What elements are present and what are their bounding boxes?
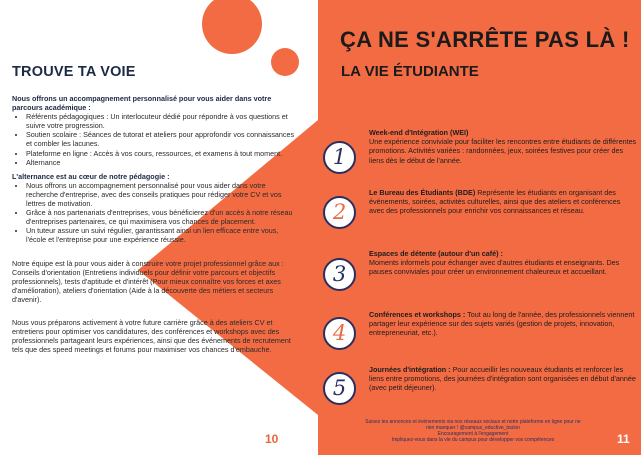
item-title: Week-end d'Intégration (WEI) [369, 128, 469, 137]
item-text: Représente les étudiants en organisant des événements, soirées, activités culturelles, ainsi que des ateliers et conférences avec des professionnels pour enrichir vos connaissances et réseau. [369, 188, 621, 216]
section2-heading: L'alternance est au cœur de notre pédagogie : [12, 171, 170, 181]
list-item: • Grâce à nos partenariats d'entreprises, vous bénéficierez d'un accès à notre réseau d'entreprises partenaires, ce qui maximisera vos chances de placement. [26, 208, 297, 226]
number-badge: 5 [323, 372, 356, 405]
item-title: Le Bureau des Étudiants (BDE) [369, 188, 476, 197]
list-item: • Référents pédagogiques : Un interlocuteur dédié pour répondre à vos questions et suivre votre progression. [26, 112, 297, 130]
right-page-subtitle: LA VIE ÉTUDIANTE [341, 63, 479, 80]
number-badge: 4 [323, 317, 356, 350]
section1-list [12, 112, 297, 167]
section2-list [12, 181, 297, 245]
number-badge: 1 [323, 141, 356, 174]
number-badge: 2 [323, 196, 356, 229]
list-item: • Alternance [26, 158, 297, 167]
decorative-circle-small [271, 48, 299, 76]
left-content [12, 94, 297, 360]
list-item: • Plateforme en ligne : Accès à vos cours, ressources, et examens à tout moment. [26, 149, 297, 158]
right-page-title: ÇA NE S'ARRÊTE PAS LÀ ! [340, 27, 630, 52]
left-page-title: TROUVE TA VOIE [12, 64, 136, 80]
item-text: Moments informels pour échanger avec d'autres étudiants et enseignants. Des pauses conviviales pour créer un environnement chaleureux et accueillant. [369, 258, 620, 277]
list-item: • Nous offrons un accompagnement personnalisé pour vous aider dans votre recherche d'entreprise, avec des conseils pratiques pour rédiger votre CV et vos lettres de motivation. [26, 181, 297, 208]
left-page-number: 10 [265, 432, 279, 446]
item-title: Journées d'intégration : [369, 365, 451, 374]
item-text: Pour accueillir les nouveaux étudiants et renforcer les liens entre promotions, des journées d'intégration sont organisées en début d'année (avec petit déjeuner). [369, 365, 636, 393]
section1-heading: Nous offrons un accompagnement personnalisé pour vous aider dans votre parcours académique : [12, 94, 272, 113]
decorative-circle-large [202, 0, 262, 54]
right-page-number: 11 [617, 432, 630, 446]
list-item: • Un tuteur assure un suivi régulier, garantissant ainsi un lien efficace entre vous, l'école et l'entreprise pour une expérience réussie. [26, 226, 297, 244]
item-text: Tout au long de l'année, des professionnels viennent partager leur expérience sur des sujets variés (gestion de projets, innovation, entrepreneuriat, etc.). [369, 310, 635, 338]
item-text: Une expérience conviviale pour faciliter les rencontres entre étudiants de différentes promotions. Activités variées : randonnées, jeux, soirées festives pour créer des liens dès le début de l'année. [369, 137, 637, 165]
orientation-paragraph: Notre équipe est là pour vous aider à construire votre projet professionnel grâce aux : Conseils d'orientation (Entretiens individuels pour définir votre parcours et objectifs professionnels), tests d'aptitude et d'intérêt (Pour mieux connaître vos forces et axes d'amélioration), ateliers d'orientation (Aide à la découverte des métiers et secteurs d'avenir). [12, 258, 284, 304]
item-title: Espaces de détente (autour d'un café) : [369, 249, 503, 258]
list-item: • Soutien scolaire : Séances de tutorat et ateliers pour approfondir vos connaissances et combler les lacunes. [26, 130, 297, 148]
right-footer: Suivez les annonces et événements via nos réseaux sociaux et notre plateforme en ligne pour ne rien manquer ! @campus_eductive_toulon Encouragement à l'engagement Impliquez-vous dans la vie du campus pour développer vos compétences [365, 419, 581, 444]
item-title: Conférences et workshops : [369, 310, 466, 319]
number-badge: 3 [323, 258, 356, 291]
career-paragraph: Nous vous préparons activement à votre future carrière grâce à des ateliers CV et entretiens pour optimiser vos candidatures, des conférences et workshops avec des professionnels partageant leurs expériences, ainsi que des événements de recrutement tels que des speed meetings et forums pour maximiser vos chances d'embauche. [12, 317, 291, 355]
